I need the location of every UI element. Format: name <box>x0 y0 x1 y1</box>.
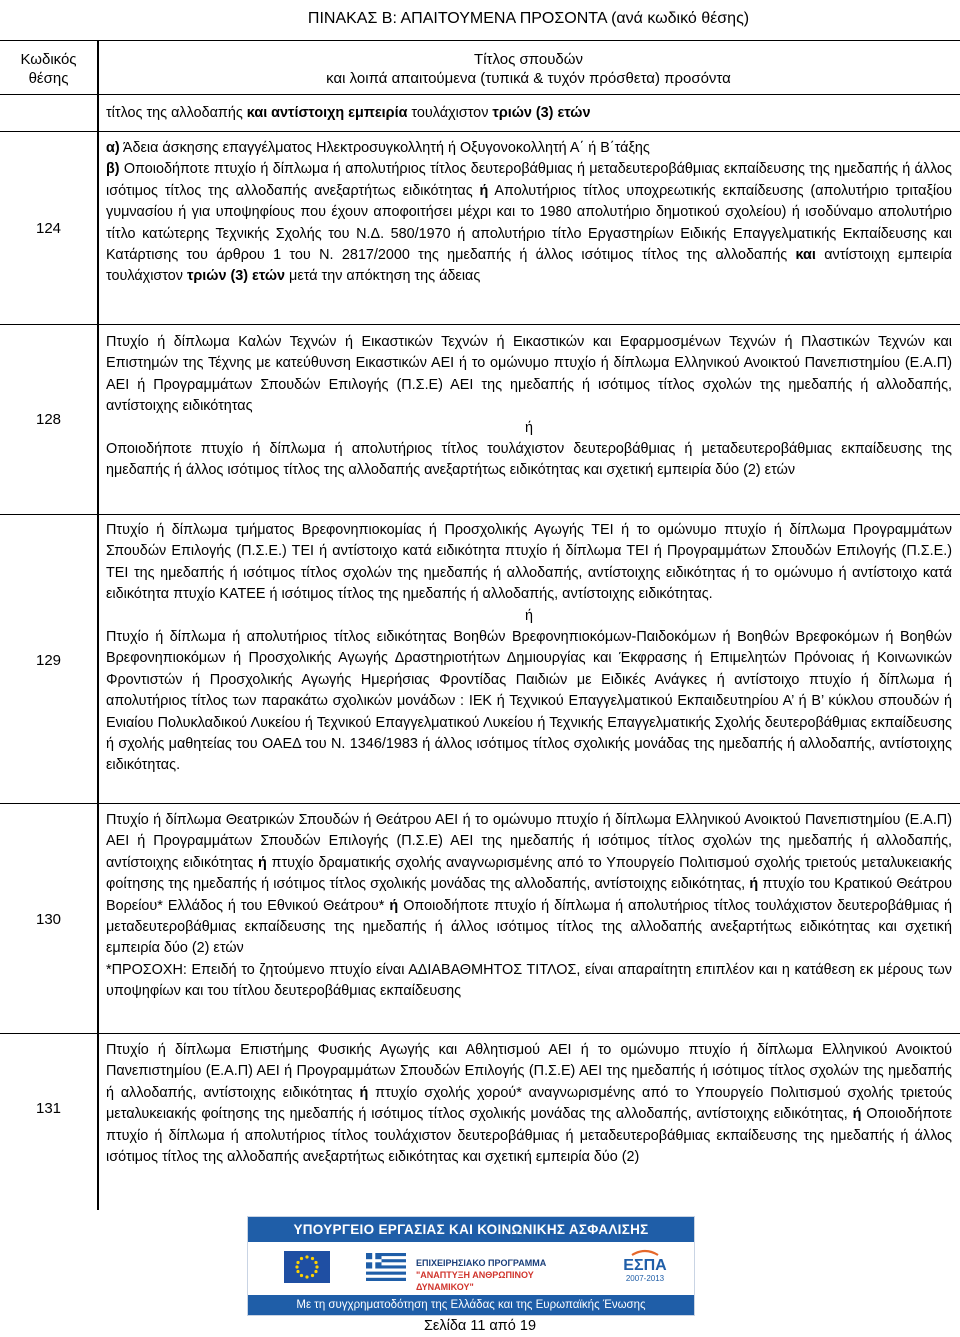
requirement-paragraph: β) Οποιοδήποτε πτυχίο ή δίπλωμα ή απολυτήριος τίτλος δευτεροβάθμιας ή μεταδευτεροβάθμιας εκπαίδευσης της ημεδαπής ή άλλος ισότιμος τίτλος της αλλοδαπής ανεξαρτήτως ειδικότητας ή Απολυτήριος τίτλος υποχρεωτικής εκπαίδευσης (απολυτήριο τριταξίου γυμνασίου ή για υποψηφίους που έχουν αποφοιτήσει μέχρι και το 1980 απολυτήριο δημοτικού σχολείου) ή ισοδύναμο απολυτήριο τίτλο κατώτερης Τεχνικής Σχολής του Ν.Δ. 580/1970 ή απολυτήριο τίτλο Εργαστηρίων Ειδικής Επαγγελματικής Εκπαίδευσης και Κατάρτισης του άρθρου 1 του Ν. 2817/2000 της ημεδαπής ή άλλος ισότιμος τίτλος της αλλοδαπής και αντίστοιχη εμπειρία τουλάχιστον τριών (3) ετών μετά την απόκτηση της άδειας <box>106 161 952 285</box>
intro-row-text: τίτλος της αλλοδαπής και αντίστοιχη εμπειρία τουλάχιστον τριών (3) ετών <box>106 105 591 121</box>
requirement-paragraph: Πτυχίο ή δίπλωμα Θεατρικών Σπουδών ή Θεάτρου ΑΕΙ ή το ομώνυμο πτυχίο ή δίπλωμα Ελληνικού Ανοικτού Πανεπιστημίου (Ε.Α.Π) ΑΕΙ ή Προγραμμάτων Σπουδών Επιλογής (Π.Σ.Ε) ΑΕΙ της ημεδαπής ή ισότιμος τίτλος σχολών της ημεδαπής ή αλλοδαπής, αντίστοιχης ειδικότητας ή πτυχίο δραματικής σχολής αναγνωρισμένης από το Υπουργείο Πολιτισμού σχολής τριετούς μεταλυκειακής φοίτησης της ημεδαπής ή ισότιμος τίτλος σχολικής μονάδας της αλλοδαπής, αντίστοιχης ειδικότητας, ή πτυχίο του Κρατικού Θεάτρου Βορείου* Ελλάδος ή του Εθνικού Θεάτρου* ή Οποιοδήποτε πτυχίο ή δίπλωμα ή απολυτήριος τίτλος τουλάχιστον δευτεροβάθμιας ή μεταδευτεροβάθμιας εκπαίδευσης της ημεδαπής ή άλλος ισότιμος τίτλος της αλλοδαπής ανεξαρτήτως ειδικότητας και σχετική εμπειρία δύο (2) ετών <box>106 812 953 957</box>
page-number: Σελίδα 11 από 19 <box>423 1318 537 1334</box>
or-separator: ή <box>524 419 533 436</box>
table-top-border <box>0 40 960 41</box>
header-code-column: Κωδικός θέσης <box>20 51 77 87</box>
position-code-124: 124 <box>35 220 62 237</box>
position-code-131: 131 <box>35 1100 62 1117</box>
or-separator: ή <box>524 607 533 624</box>
position-code-129: 129 <box>35 652 62 669</box>
table-row <box>0 803 960 804</box>
position-code-128: 128 <box>35 411 62 428</box>
requirement-paragraph: Πτυχίο ή δίπλωμα ή απολυτήριος τίτλος ειδικότητας Βοηθών Βρεφονηπιοκόμων-Παιδοκόμων ή Βοηθών Βρεφοκόμων ή Βοηθών Βρεφονηπιοκόμων ή Προσχολικής Αγωγής Δραστηριοτήτων Δημιουργίας και Έκφρασης ή Επιμελητών Πρόνοιας ή Κοινωνικών Φροντιστών ή Προσχολικής Αγωγής Ημερήσιας Φροντίδας Παιδιών με Ειδικές Ανάγκες ή αντίστοιχο πτυχίο ή δίπλωμα ή απολυτήριος τίτλος των παρακάτω σχολικών μονάδων : ΙΕΚ ή Τεχνικού Επαγγελματικού Εκπαιδευτηρίου Α’ ή Β’ κύκλου σπουδών ή Ενιαίου Πολυκλαδικού Λυκείου ή Τεχνικού Επαγγελματικού Λυκείου ή Τεχνικής Επαγγελματικής Σχολής δευτεροβάθμιας εκπαίδευσης ή σχολής μαθητείας του ΟΑΕΔ του Ν. 1346/1983 ή άλλος ισότιμος τίτλος σχολικής μονάδας της ημεδαπής ή αλλοδαπής, αντίστοιχης ειδικότητας. <box>106 629 952 774</box>
header-title-column: Τίτλος σπουδών και λοιπά απαιτούμενα (τυπικά & τυχόν πρόσθετα) προσόντα <box>326 51 731 87</box>
requirement-paragraph: Πτυχίο ή δίπλωμα τμήματος Βρεφονηπιοκομίας ή Προσχολικής Αγωγής ΤΕΙ ή το ομώνυμο πτυχίο ή δίπλωμα Προγραμμάτων Σπουδών Επιλογής (Π.Σ.Ε.) ΤΕΙ ή αντίστοιχο κατά ειδικότητα πτυχίο ή δίπλωμα ΤΕΙ ή Προγραμμάτων Σπουδών Επιλογής (Π.Σ.Ε.) ΤΕΙ της ημεδαπής ή ισότιμος τίτλος σχολών της ημεδαπής ή αλλοδαπής, αντίστοιχης ειδικότητας ή το ομώνυμο ή αντίστοιχο κατά ειδικότητα πτυχίο ΚΑΤΕΕ ή ισότιμος τίτλος της ημεδαπής ή αλλοδαπής, αντίστοιχης ειδικότητας. <box>106 522 952 603</box>
row-124-requirements <box>106 138 952 288</box>
table-row <box>0 1033 960 1034</box>
table-row <box>0 131 960 132</box>
table-row <box>0 514 960 515</box>
requirement-paragraph: Πτυχίο ή δίπλωμα Επιστήμης Φυσικής Αγωγής και Αθλητισμού ΑΕΙ ή το ομώνυμο πτυχίο ή δίπλωμα Ελληνικού Ανοικτού Πανεπιστημίου (Ε.Α.Π) ΑΕΙ ή Προγραμμάτων Σπουδών Επιλογής (Π.Σ.Ε) ΑΕΙ της ημεδαπής ή ισότιμος τίτλος σχολών της ημεδαπής ή αλλοδαπής, αντίστοιχης ειδικότητας ή πτυχίο σχολής χορού* αναγνωρισμένης από το Υπουργείο Πολιτισμού σχολής τριετούς μεταλυκειακής φοίτησης της ημεδαπής ή ισότιμος τίτλος σχολικής μονάδας της αλλοδαπής, αντίστοιχης ειδικότητας, ή Οποιοδήποτε πτυχίο ή δίπλωμα ή απολυτήριος τίτλος τουλάχιστον δευτεροβάθμιας ή μεταδευτεροβάθμιας εκπαίδευσης της ημεδαπής ή άλλος ισότιμος τίτλος της αλλοδαπής ανεξαρτήτως ειδικότητας και σχετική εμπειρία δύο (2) <box>106 1042 953 1166</box>
row-130-requirements <box>106 810 952 1003</box>
position-code-130: 130 <box>35 911 62 928</box>
espa-logo-icon: ΕΣΠΑ 2007-2013 <box>614 1249 676 1289</box>
row-129-requirements <box>106 520 952 777</box>
eu-flag-icon <box>284 1251 330 1288</box>
row-128-requirements <box>106 332 952 482</box>
column-divider <box>97 40 99 1210</box>
notice-paragraph: *ΠΡΟΣΟΧΗ: Επειδή το ζητούμενο πτυχίο είναι ΑΔΙΑΒΑΘΜΗΤΟΣ ΤΙΤΛΟΣ, είναι απαραίτητη επιπλέον και η κατάθεση εκ μέρους των υποψηφίων και του τίτλου δευτεροβάθμιας εκπαίδευσης <box>106 961 952 1000</box>
funding-banner <box>247 1216 695 1316</box>
requirement-paragraph: α) Άδεια άσκησης επαγγέλματος Ηλεκτροσυγκολλητή ή Οξυγονοκολλητή Α΄ ή Β΄τάξης <box>106 140 650 156</box>
page-title: ΠΙΝΑΚΑΣ Β: ΑΠΑΙΤΟΥΜΕΝΑ ΠΡΟΣΟΝΤΑ (ανά κωδικό θέσης) <box>307 10 750 27</box>
cofunding-bar: Με τη συγχρηματοδότηση της Ελλάδας και της Ευρωπαϊκής Ένωσης <box>248 1295 694 1315</box>
program-logo-text: ΕΠΙΧΕΙΡΗΣΙΑΚΟ ΠΡΟΓΡΑΜΜΑ "ΑΝΑΠΤΥΞΗ ΑΝΘΡΩΠΙΝΟΥ ΔΥΝΑΜΙΚΟΥ" <box>416 1258 547 1292</box>
ministry-bar: ΥΠΟΥΡΓΕΙΟ ΕΡΓΑΣΙΑΣ ΚΑΙ ΚΟΙΝΩΝΙΚΗΣ ΑΣΦΑΛΙΣΗΣ <box>248 1217 694 1242</box>
greek-flag-icon <box>366 1253 406 1286</box>
row-131-requirements <box>106 1040 952 1168</box>
table-row <box>0 94 960 95</box>
requirement-paragraph: Οποιοδήποτε πτυχίο ή δίπλωμα ή απολυτήριος τίτλος τουλάχιστον δευτεροβάθμιας ή μεταδευτεροβάθμιας εκπαίδευσης της ημεδαπής ή άλλος ισότιμος τίτλος της αλλοδαπής ανεξαρτήτως ειδικότητας και σχετική εμπειρία δύο (2) ετών <box>106 441 952 479</box>
requirement-paragraph: Πτυχίο ή δίπλωμα Καλών Τεχνών ή Εικαστικών Τεχνών ή Εικαστικών και Εφαρμοσμένων Τεχνών ή Πλαστικών Τεχνών και Επιστημών της Τέχνης με κατεύθυνση Εικαστικών ΑΕΙ ή το ομώνυμο πτυχίο ή δίπλωμα Ελληνικού Ανοικτού Πανεπιστημίου (Ε.Α.Π) ΑΕΙ ή Προγραμμάτων Σπουδών Επιλογής (Π.Σ.Ε) ΑΕΙ της ημεδαπής ή ισότιμος τίτλος σχολών της ημεδαπής ή αλλοδαπής, αντίστοιχης ειδικότητας <box>106 334 952 415</box>
table-row <box>0 324 960 325</box>
